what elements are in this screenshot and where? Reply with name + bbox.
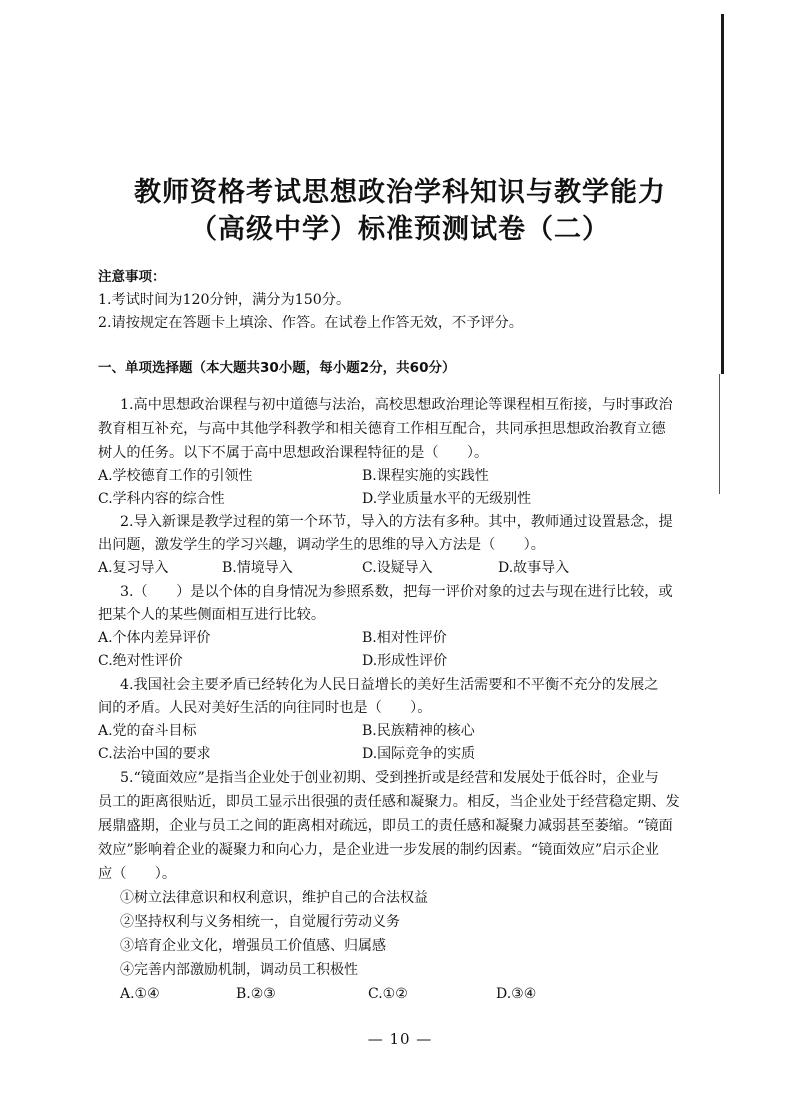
question-2-option-d: D.故事导入 xyxy=(498,560,570,576)
question-5-statement: ④完善内部激励机制，调动员工积极性 xyxy=(120,962,358,978)
question-3-stem: 3.（ ）是以个体的自身情况为参照系数，把每一评价对象的过去与现在进行比较，或 xyxy=(120,584,673,600)
question-3-option-d: D.形成性评价 xyxy=(362,653,448,669)
question-5-option-c: C.①② xyxy=(368,986,408,1002)
exam-title-line-2: （高级中学）标准预测试卷（二） xyxy=(190,214,610,245)
question-2-option-c: C.设疑导入 xyxy=(362,560,433,576)
question-2-stem: 2.导入新课是教学过程的第一个环节，导入的方法有多种。其中，教师通过设置悬念，提 xyxy=(120,514,673,530)
question-2-option-b: B.情境导入 xyxy=(222,560,293,576)
question-4-option-b: B.民族精神的核心 xyxy=(362,723,475,739)
section-heading: 一、单项选择题（本大题共30小题，每小题2分，共60分） xyxy=(98,360,456,376)
question-5-stem: 效应”影响着企业的凝聚力和向心力，是企业进一步发展的制约因素。“镜面效应”启示企业 xyxy=(98,842,659,858)
scan-edge-line-lower xyxy=(719,374,720,494)
question-2-stem: 出问题，激发学生的学习兴趣，调动学生的思维的导入方法是（ ）。 xyxy=(98,537,545,553)
notes-heading: 注意事项： xyxy=(98,269,166,285)
question-1-option-a: A.学校德育工作的引领性 xyxy=(98,468,253,484)
question-3-stem: 把某个人的某些侧面相互进行比较。 xyxy=(98,607,326,623)
note-item: 2.请按规定在答题卡上填涂、作答。在试卷上作答无效，不予评分。 xyxy=(98,315,523,331)
question-4-option-d: D.国际竞争的实质 xyxy=(362,746,476,762)
question-1-option-d: D.学业质量水平的无级别性 xyxy=(362,491,532,507)
question-1-option-c: C.学科内容的综合性 xyxy=(98,491,225,507)
question-4-stem: 间的矛盾。人民对美好生活的向往同时也是（ ）。 xyxy=(98,700,432,716)
page-number: — 10 — xyxy=(367,1030,433,1048)
question-5-statement: ②坚持权利与义务相统一，自觉履行劳动义务 xyxy=(120,914,400,930)
question-5-statement: ①树立法律意识和权利意识，维护自己的合法权益 xyxy=(120,890,428,906)
question-3-option-c: C.绝对性评价 xyxy=(98,653,183,669)
question-4-stem: 4.我国社会主要矛盾已经转化为人民日益增长的美好生活需要和不平衡不充分的发展之 xyxy=(120,677,659,693)
question-5-option-a: A.①④ xyxy=(120,986,160,1002)
question-1-stem: 教育相互补充，与高中其他学科教学和相关德育工作相互配合，共同承担思想政治教育立德 xyxy=(98,421,666,437)
question-1-stem: 树人的任务。以下不属于高中思想政治课程特征的是（ ）。 xyxy=(98,445,489,461)
question-2-option-a: A.复习导入 xyxy=(98,560,169,576)
question-3-option-b: B.相对性评价 xyxy=(362,630,447,646)
exam-title-line-1: 教师资格考试思想政治学科知识与教学能力 xyxy=(134,177,666,208)
question-5-option-d: D.③④ xyxy=(496,986,537,1002)
question-5-stem: 员工的距离很贴近，即员工显示出很强的责任感和凝聚力。相反，当企业处于经营稳定期、发 xyxy=(98,794,680,810)
question-5-stem: 5.“镜面效应”是指当企业处于创业初期、受到挫折或是经营和发展处于低谷时，企业与 xyxy=(120,770,659,786)
question-1-stem: 1.高中思想政治课程与初中道德与法治，高校思想政治理论等课程相互衔接，与时事政治 xyxy=(120,397,673,413)
question-3-option-a: A.个体内差异评价 xyxy=(98,630,211,646)
note-item: 1.考试时间为120分钟，满分为150分。 xyxy=(98,292,351,308)
question-1-option-b: B.课程实施的实践性 xyxy=(362,468,489,484)
question-5-stem: 应（ ）。 xyxy=(98,866,177,882)
question-5-statement: ③培育企业文化，增强员工价值感、归属感 xyxy=(120,938,386,954)
question-5-option-b: B.②③ xyxy=(236,986,276,1002)
question-4-option-a: A.党的奋斗目标 xyxy=(98,723,197,739)
question-5-stem: 展鼎盛期，企业与员工之间的距离相对疏远，即员工的责任感和凝聚力减弱甚至萎缩。“镜面 xyxy=(98,818,673,834)
question-4-option-c: C.法治中国的要求 xyxy=(98,746,211,762)
